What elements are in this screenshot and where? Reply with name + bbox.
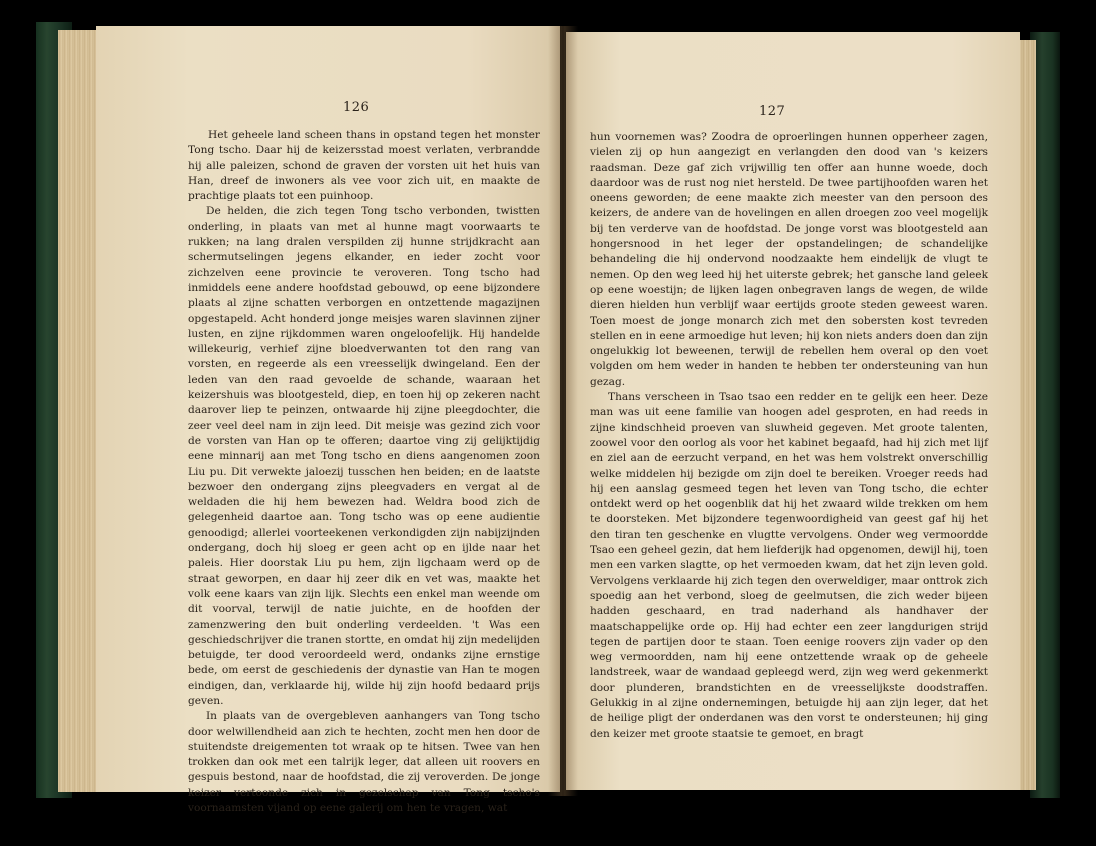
paragraph: In plaats van de overgebleven aanhangers van Tong tscho door welwillendheid aan zich te hechten, zocht men hen door de stuitendste dreigementen tot wraak op te hitsen. Twee van hen trokken dan ook met een talrijk leger, dat alleen uit roovers en gespuis bestond, naar de hoofdstad, die zij veroverden. De jonge keizer vertoonde zich in gezelschap van Tong tscho's voornaamsten vijand op eene galerij om hen te vragen, wat bbox=[188, 710, 540, 815]
right-page bbox=[566, 32, 1020, 790]
page-text bbox=[590, 130, 988, 742]
page-text bbox=[188, 128, 540, 816]
page-number: 126 bbox=[343, 100, 370, 115]
book-gutter bbox=[548, 26, 578, 796]
page-number: 127 bbox=[759, 104, 786, 119]
paragraph: Thans verscheen in Tsao tsao een redder en te gelijk een heer. Deze man was uit eene familie van hoogen adel gesproten, en had reeds in zijne kindschheid proeven van sluwheid gegeven. Met groote talenten, zoowel voor den oorlog als voor het kabinet begaafd, had hij zich met lijf en ziel aan de eerzucht verpand, en het was hem volstrekt onverschillig welke middelen hij bezigde om zijn doel te bereiken. Vroeger reeds had hij een aanslag gesmeed tegen het leven van Tong tscho, die echter ontdekt werd op het oogenblik dat hij het zwaard wilde trekken om hem te doorsteken. Met bijzondere tegenwoordigheid van geest gaf hij het den tiran ten geschenke en vlugtte vervolgens. Onder weg vermoordde Tsao een geheel gezin, dat hem liefderijk had opgenomen, dewijl hij, toen men een varken slagtte, op het vermoeden kwam, dat het zijn leven gold. Vervolgens verklaarde hij zich tegen den overweldiger, maar onttrok zich spoedig aan het verbond, sloeg de geelmutsen, die zich weder bijeen hadden geschaard, en trad naderhand als handhaver der maatschappelijke orde op. Hij had echter een zeer langdurigen strijd tegen de partijen door te staan. Toen eenige roovers zijn vader op den weg vermoordden, nam hij eene ontzettende wraak op de geheele landstreek, waar de wandaad gepleegd werd, zijn weg werd gekenmerkt door plunderen, brandstichten en de vreesselijkste doodstraffen. Gelukkig in al zijne ondernemingen, betuigde hij aan zijn leger, dat het de heilige pligt der onderdanen was den vorst te ondersteunen; hij ging den keizer met groote staatsie te gemoet, en bragt bbox=[590, 391, 988, 740]
paragraph: Het geheele land scheen thans in opstand tegen het monster Tong tscho. Daar hij de keizersstad moest verlaten, verbrandde hij alle paleizen, schond de graven der vorsten uit het huis van Han, dreef de inwoners als vee voor zich uit, en maakte de prachtige plaats tot een puinhoop. bbox=[188, 129, 540, 203]
paragraph: De helden, die zich tegen Tong tscho verbonden, twistten onderling, in plaats van met al hunne magt voorwaarts te rukken; na lang dralen verspilden zij hunne strijdkracht aan schermutselingen jegens elkander, en ieder zocht voor zichzelven eene provincie te veroveren. Tong tscho had inmiddels eene andere hoofdstad gebouwd, op eene bijzondere plaats al zijne schatten verborgen en ontzettende magazijnen opgestapeld. Acht honderd jonge meisjes waren slavinnen zijner lusten, en zijne rijkdommen waren ongeloofelijk. Hij handelde willekeurig, verhief zijne bloedverwanten tot den rang van vorsten, en regeerde als een vreesselijk dwingeland. Een der leden van den raad gevoelde de schande, waaraan het keizershuis was blootgesteld, diep, en toen hij op zekeren nacht daarover liep te peinzen, ontwaarde hij zijne pleegdochter, die zeer veel deel nam in zijn leed. Dit meisje was gezind zich voor de vorsten van Han op te offeren; daartoe ving zij gelijktijdig eene minnarij aan met Tong tscho en diens aangenomen zoon Liu pu. Dit verwekte jaloezij tusschen hen beiden; en de laatste bezwoer den ondergang zijns pleegvaders en vergat al de weldaden die hij hem bewezen had. Weldra bood zich de gelegenheid daartoe aan. Tong tscho was op eene audientie genoodigd; allerlei voorteekenen verkondigden zijn nabijzijnden ondergang, doch hij sloeg er geen acht op en ijlde naar het paleis. Hier doorstak Liu pu hem, zijn ligchaam werd op de straat geworpen, en daar hij zeer dik en vet was, maakte het volk eene kaars van zijn lijk. Slechts een enkel man weende om dit voorval, terwijl de natie juichte, en de hoofden der zamenzwering den buit onderling verdeelden. 't Was een geschiedschrijver die tranen stortte, en omdat hij zijn medelijden betuigde, ter dood veroordeeld werd, ondanks zijne ernstige bede, om eerst de geschiedenis der dynastie van Han te mogen eindigen, dan, verklaarde hij, wilde hij zijn hoofd bedaard prijs geven. bbox=[188, 205, 540, 707]
left-page bbox=[96, 26, 560, 815]
paragraph: hun voornemen was? Zoodra de oproerlingen hunnen opperheer zagen, vielen zij op hun aangezigt en verlangden den dood van 's keizers raadsman. Deze gaf zich vrijwillig ten offer aan hunne woede, doch daardoor was de rust nog niet hersteld. De twee partijhoofden waren het oneens geworden; de eene maakte zich meester van den persoon des keizers, de andere van de hovelingen en allen droegen zoo veel mogelijk bij ten verderve van de hoofdstad. De jonge vorst was blootgesteld aan hongersnood in het leger der opstandelingen; de schandelijke behandeling die hij ondervond noodzaakte hem eindelijk de vlugt te nemen. Op den weg leed hij het uiterste gebrek; het gansche land geleek op eene woestijn; de lijken lagen onbegraven langs de wegen, de wilde dieren hielden hun verblijf waar eertijds groote steden geweest waren. Toen moest de jonge monarch zich met den sobersten kost tevreden stellen en in eene armoedige hut leven; hij kon niets anders doen dan zijn ongelukkig lot beweenen, terwijl de rebellen hem overal op den voet volgden om hem weder in handen te hebben ter ondersteuning van hun gezag. bbox=[590, 131, 988, 388]
